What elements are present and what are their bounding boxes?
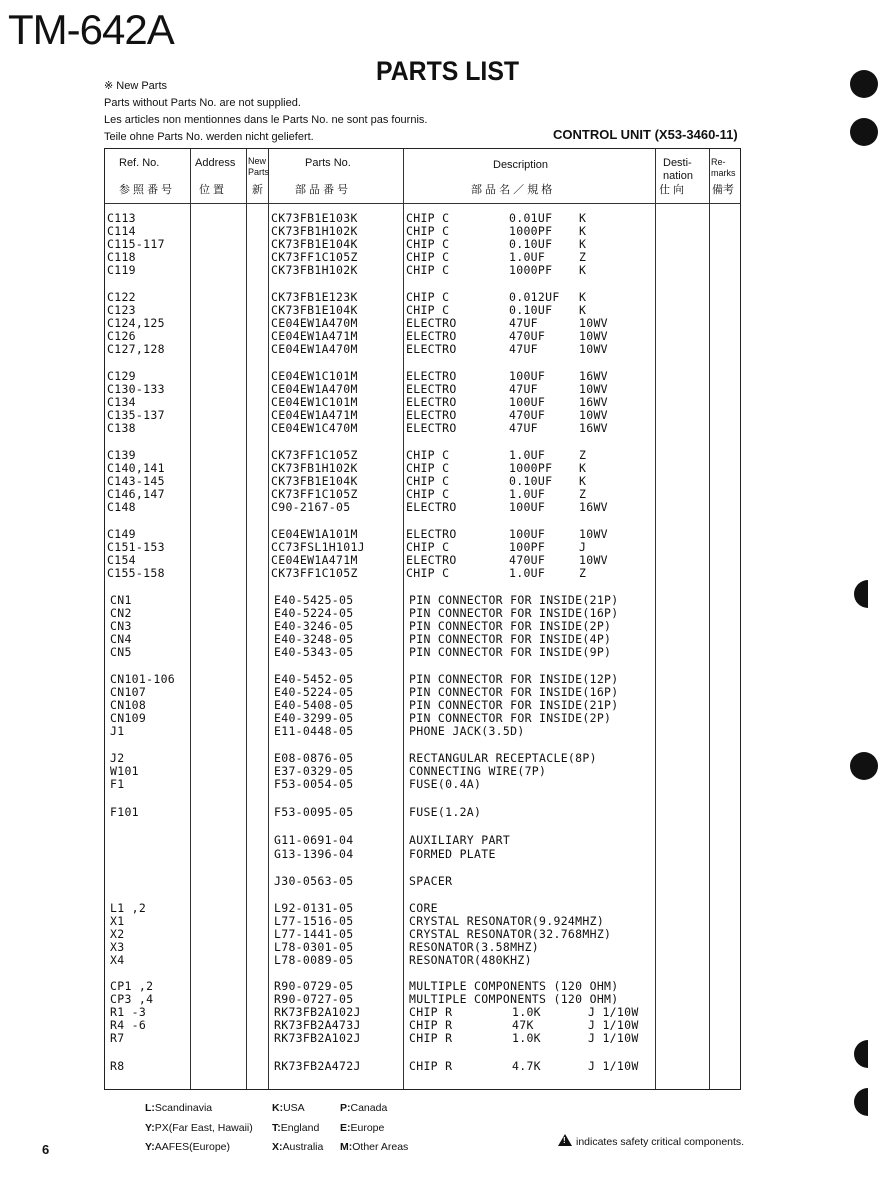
description-spec: J 1/10W — [588, 1059, 639, 1073]
part-no: CK73FB1H102K — [271, 224, 358, 238]
part-no: E40-5343-05 — [274, 645, 354, 659]
page-title: PARTS LIST — [376, 56, 520, 86]
header-parts-no: Parts No. — [305, 157, 351, 169]
ref-no: CN107 — [110, 685, 147, 699]
description: ELECTRO — [406, 382, 457, 396]
description-value: 47UF — [509, 316, 538, 330]
part-no: G13-1396-04 — [274, 847, 354, 861]
description: RECTANGULAR RECEPTACLE(8P) — [409, 751, 597, 765]
ref-no: CN1 — [110, 593, 132, 607]
description: CHIP C — [406, 237, 450, 251]
part-no: E40-5224-05 — [274, 606, 354, 620]
part-no: RK73FB2A102J — [274, 1031, 361, 1045]
binder-hole — [850, 118, 878, 146]
ref-no: C140,141 — [107, 461, 165, 475]
code-label: PX(Far East, Hawaii) — [154, 1122, 253, 1134]
code-letter: Y: — [145, 1141, 155, 1153]
description: ELECTRO — [406, 527, 457, 541]
description: ELECTRO — [406, 408, 457, 422]
safety-note — [558, 1134, 744, 1148]
part-no: CE04EW1A471M — [271, 408, 358, 422]
description-spec: J 1/10W — [588, 1005, 639, 1019]
description: CHIP C — [406, 461, 450, 475]
ref-no: CN5 — [110, 645, 132, 659]
description-value: 0.01UF — [509, 211, 553, 225]
part-no: E40-5452-05 — [274, 672, 354, 686]
ref-no: R8 — [110, 1059, 125, 1073]
description-value: 1.0UF — [509, 487, 546, 501]
description: FUSE(0.4A) — [409, 777, 482, 791]
description: RESONATOR(3.58MHZ) — [409, 940, 540, 954]
ref-no: CN101-106 — [110, 672, 176, 686]
header-description: Description — [493, 159, 549, 171]
code-label: England — [280, 1122, 320, 1134]
description-spec: 10WV — [579, 316, 608, 330]
description: CHIP C — [406, 224, 450, 238]
description: FORMED PLATE — [409, 847, 496, 861]
header-divider — [105, 203, 740, 204]
description: ELECTRO — [406, 395, 457, 409]
description-value: 4.7K — [512, 1059, 541, 1073]
description: CHIP R — [409, 1005, 453, 1019]
ref-no: X2 — [110, 927, 125, 941]
description-spec: 16WV — [579, 369, 608, 383]
description-spec: 10WV — [579, 329, 608, 343]
binder-hole — [854, 1040, 868, 1068]
part-no: CK73FB1E104K — [271, 303, 358, 317]
description-value: 1.0UF — [509, 250, 546, 264]
description: CONNECTING WIRE(7P) — [409, 764, 547, 778]
description-value: 1000PF — [509, 224, 553, 238]
description-value: 1000PF — [509, 461, 553, 475]
ref-no: J1 — [110, 724, 125, 738]
description-spec: K — [579, 224, 587, 238]
part-no: CK73FB1E104K — [271, 474, 358, 488]
ref-no: C139 — [107, 448, 136, 462]
description-spec: K — [579, 237, 587, 251]
description-value: 47UF — [509, 382, 538, 396]
ref-no: C126 — [107, 329, 136, 343]
description-value: 100UF — [509, 527, 546, 541]
part-no: CE04EW1A101M — [271, 527, 358, 541]
description-spec: 10WV — [579, 342, 608, 356]
description-value: 0.10UF — [509, 474, 553, 488]
description: CHIP C — [406, 263, 450, 277]
description-spec: 16WV — [579, 395, 608, 409]
unit-title: CONTROL UNIT (X53-3460-11) — [553, 127, 738, 142]
description: PIN CONNECTOR FOR INSIDE(9P) — [409, 645, 612, 659]
part-no: CK73FF1C105Z — [271, 566, 358, 580]
description-spec: K — [579, 474, 587, 488]
note-fr: Les articles non mentionnes dans le Parts No. ne sont pas fournis. — [104, 114, 428, 126]
ref-no: X4 — [110, 953, 125, 967]
code-label: USA — [283, 1102, 305, 1114]
column-divider — [268, 149, 269, 1089]
header-destination-jp: 仕 向 — [659, 184, 685, 196]
part-no: E40-3246-05 — [274, 619, 354, 633]
safety-note-text: indicates safety critical components. — [576, 1136, 745, 1148]
note-new-parts: ※ New Parts — [104, 80, 168, 92]
description: PHONE JACK(3.5D) — [409, 724, 525, 738]
model-title: TM-642A — [8, 6, 174, 53]
binder-hole — [854, 1088, 868, 1116]
column-divider — [709, 149, 710, 1089]
ref-no: C146,147 — [107, 487, 165, 501]
description-value: 100UF — [509, 395, 546, 409]
part-no: R90-0727-05 — [274, 992, 354, 1006]
part-no: CE04EW1A471M — [271, 329, 358, 343]
header-new-parts: New Parts — [248, 156, 270, 177]
code-label: Australia — [282, 1141, 324, 1153]
part-no: CK73FF1C105Z — [271, 448, 358, 462]
description: FUSE(1.2A) — [409, 805, 482, 819]
column-divider — [190, 149, 191, 1089]
part-no: E37-0329-05 — [274, 764, 354, 778]
warning-icon — [558, 1134, 572, 1146]
description: MULTIPLE COMPONENTS (120 OHM) — [409, 992, 619, 1006]
column-divider — [655, 149, 656, 1089]
description-value: 100UF — [509, 500, 546, 514]
header-description-jp: 部 品 名 ／ 規 格 — [471, 184, 553, 196]
notes — [104, 78, 427, 146]
description: ELECTRO — [406, 342, 457, 356]
description-spec: J 1/10W — [588, 1018, 639, 1032]
description: CHIP R — [409, 1018, 453, 1032]
description: CHIP C — [406, 487, 450, 501]
parts-table — [104, 148, 741, 1090]
description: RESONATOR(480KHZ) — [409, 953, 532, 967]
header-parts-no-jp: 部 品 番 号 — [295, 184, 349, 196]
description: CHIP C — [406, 303, 450, 317]
ref-no: W101 — [110, 764, 139, 778]
part-no: CK73FB1E103K — [271, 211, 358, 225]
description-spec: K — [579, 263, 587, 277]
ref-no: C151-153 — [107, 540, 165, 554]
code-label: Other Areas — [352, 1141, 409, 1153]
ref-no: CN109 — [110, 711, 147, 725]
description-spec: 10WV — [579, 382, 608, 396]
part-no: CC73FSL1H101J — [271, 540, 365, 554]
description-value: 0.10UF — [509, 237, 553, 251]
part-no: R90-0729-05 — [274, 979, 354, 993]
ref-no: C114 — [107, 224, 136, 238]
part-no: CK73FB1E123K — [271, 290, 358, 304]
description: CRYSTAL RESONATOR(9.924MHZ) — [409, 914, 605, 928]
code-letter: L: — [145, 1102, 155, 1114]
part-no: F53-0095-05 — [274, 805, 354, 819]
page-number: 6 — [42, 1142, 50, 1157]
ref-no: C148 — [107, 500, 136, 514]
description-value: 1.0K — [512, 1005, 541, 1019]
code-letter: E: — [340, 1122, 351, 1134]
part-no: CE04EW1A470M — [271, 382, 358, 396]
part-no: CK73FF1C105Z — [271, 250, 358, 264]
code-letter: T: — [272, 1122, 281, 1134]
ref-no: C149 — [107, 527, 136, 541]
destination-code — [145, 1102, 212, 1114]
part-no: E40-5224-05 — [274, 685, 354, 699]
part-no: L92-0131-05 — [274, 901, 354, 915]
description-spec: J 1/10W — [588, 1031, 639, 1045]
part-no: CK73FB1E104K — [271, 237, 358, 251]
ref-no: C113 — [107, 211, 136, 225]
header-address: Address — [195, 157, 236, 169]
part-no: CE04EW1C101M — [271, 395, 358, 409]
part-no: CE04EW1A470M — [271, 316, 358, 330]
description: CHIP C — [406, 290, 450, 304]
destination-code — [272, 1141, 323, 1153]
ref-no: C155-158 — [107, 566, 165, 580]
destination-code — [340, 1141, 408, 1153]
description: CRYSTAL RESONATOR(32.768MHZ) — [409, 927, 612, 941]
description: CHIP C — [406, 448, 450, 462]
ref-no: C154 — [107, 553, 136, 567]
ref-no: CN3 — [110, 619, 132, 633]
destination-code — [340, 1102, 387, 1114]
destination-code — [145, 1122, 253, 1134]
ref-no: R1 -3 — [110, 1005, 147, 1019]
description: CORE — [409, 901, 438, 915]
description-value: 47K — [512, 1018, 534, 1032]
part-no: RK73FB2A102J — [274, 1005, 361, 1019]
description: CHIP R — [409, 1059, 453, 1073]
description: PIN CONNECTOR FOR INSIDE(2P) — [409, 711, 612, 725]
part-no: C90-2167-05 — [271, 500, 351, 514]
description: PIN CONNECTOR FOR INSIDE(21P) — [409, 698, 619, 712]
ref-no: R4 -6 — [110, 1018, 147, 1032]
description-spec: Z — [579, 448, 587, 462]
ref-no: C124,125 — [107, 316, 165, 330]
part-no: E40-5425-05 — [274, 593, 354, 607]
code-label: Canada — [350, 1102, 388, 1114]
description-spec: K — [579, 303, 587, 317]
description-value: 0.012UF — [509, 290, 560, 304]
ref-no: CN108 — [110, 698, 147, 712]
description: AUXILIARY PART — [409, 833, 511, 847]
description-value: 470UF — [509, 408, 546, 422]
description: CHIP C — [406, 540, 450, 554]
ref-no: CP3 ,4 — [110, 992, 154, 1006]
description-value: 100PF — [509, 540, 546, 554]
description: ELECTRO — [406, 553, 457, 567]
description-value: 1.0UF — [509, 448, 546, 462]
header-remarks: Re- marks — [711, 157, 736, 178]
description-value: 0.10UF — [509, 303, 553, 317]
description: PIN CONNECTOR FOR INSIDE(16P) — [409, 685, 619, 699]
description: ELECTRO — [406, 329, 457, 343]
part-no: E40-3248-05 — [274, 632, 354, 646]
description-value: 1000PF — [509, 263, 553, 277]
part-no: RK73FB2A473J — [274, 1018, 361, 1032]
description-value: 100UF — [509, 369, 546, 383]
binder-hole — [850, 752, 878, 780]
description: CHIP C — [406, 566, 450, 580]
description: PIN CONNECTOR FOR INSIDE(12P) — [409, 672, 619, 686]
part-no: F53-0054-05 — [274, 777, 354, 791]
description: PIN CONNECTOR FOR INSIDE(4P) — [409, 632, 612, 646]
code-letter: K: — [272, 1102, 284, 1114]
part-no: CK73FB1H102K — [271, 461, 358, 475]
description-spec: Z — [579, 250, 587, 264]
description: PIN CONNECTOR FOR INSIDE(21P) — [409, 593, 619, 607]
description-spec: 10WV — [579, 408, 608, 422]
destination-code — [145, 1141, 230, 1153]
part-no: CE04EW1C101M — [271, 369, 358, 383]
header-address-jp: 位 置 — [199, 184, 225, 196]
description-spec: 16WV — [579, 421, 608, 435]
description: CHIP C — [406, 211, 450, 225]
part-no: CK73FF1C105Z — [271, 487, 358, 501]
note-en: Parts without Parts No. are not supplied. — [104, 97, 301, 109]
description: ELECTRO — [406, 421, 457, 435]
ref-no: C135-137 — [107, 408, 165, 422]
header-destination: Desti- nation — [663, 157, 693, 182]
code-label: AAFES(Europe) — [154, 1141, 231, 1153]
part-no: L77-1441-05 — [274, 927, 354, 941]
description-value: 470UF — [509, 553, 546, 567]
column-divider — [246, 149, 247, 1089]
description-spec: K — [579, 461, 587, 475]
ref-no: C129 — [107, 369, 136, 383]
ref-no: C115-117 — [107, 237, 165, 251]
part-no: E11-0448-05 — [274, 724, 354, 738]
header-ref-jp: 参 照 番 号 — [119, 184, 173, 196]
destination-code — [272, 1122, 319, 1134]
part-no: E40-5408-05 — [274, 698, 354, 712]
binder-hole — [850, 70, 878, 98]
binder-hole — [854, 580, 868, 608]
part-no: CE04EW1A470M — [271, 342, 358, 356]
part-no: CE04EW1A471M — [271, 553, 358, 567]
part-no: L77-1516-05 — [274, 914, 354, 928]
description: CHIP R — [409, 1031, 453, 1045]
note-de: Teile ohne Parts No. werden nicht geliefert. — [104, 131, 314, 143]
ref-no: CP1 ,2 — [110, 979, 154, 993]
part-no: L78-0089-05 — [274, 953, 354, 967]
ref-no: C130-133 — [107, 382, 165, 396]
description: ELECTRO — [406, 369, 457, 383]
description-spec: Z — [579, 566, 587, 580]
ref-no: C138 — [107, 421, 136, 435]
description-spec: 10WV — [579, 527, 608, 541]
ref-no: C123 — [107, 303, 136, 317]
description: CHIP C — [406, 250, 450, 264]
part-no: E40-3299-05 — [274, 711, 354, 725]
part-no: RK73FB2A472J — [274, 1059, 361, 1073]
column-divider — [403, 149, 404, 1089]
code-label: Europe — [350, 1122, 385, 1134]
part-no: G11-0691-04 — [274, 833, 354, 847]
ref-no: R7 — [110, 1031, 125, 1045]
ref-no: C143-145 — [107, 474, 165, 488]
header-ref: Ref. No. — [119, 157, 160, 169]
ref-no: F101 — [110, 805, 139, 819]
description-spec: K — [579, 290, 587, 304]
description: CHIP C — [406, 474, 450, 488]
code-label: Scandinavia — [154, 1102, 213, 1114]
ref-no: L1 ,2 — [110, 901, 147, 915]
ref-no: X3 — [110, 940, 125, 954]
ref-no: J2 — [110, 751, 125, 765]
ref-no: C122 — [107, 290, 136, 304]
destination-code — [340, 1122, 384, 1134]
header-new-jp: 新 — [252, 184, 263, 196]
description: MULTIPLE COMPONENTS (120 OHM) — [409, 979, 619, 993]
ref-no: C134 — [107, 395, 136, 409]
part-no: E08-0876-05 — [274, 751, 354, 765]
code-letter: M: — [340, 1141, 353, 1153]
description: SPACER — [409, 874, 453, 888]
description: PIN CONNECTOR FOR INSIDE(2P) — [409, 619, 612, 633]
ref-no: X1 — [110, 914, 125, 928]
description: PIN CONNECTOR FOR INSIDE(16P) — [409, 606, 619, 620]
description-value: 470UF — [509, 329, 546, 343]
part-no: CK73FB1H102K — [271, 263, 358, 277]
description-spec: 16WV — [579, 500, 608, 514]
description-spec: Z — [579, 487, 587, 501]
description-spec: K — [579, 211, 587, 225]
description-spec: J — [579, 540, 587, 554]
ref-no: CN4 — [110, 632, 132, 646]
ref-no: C118 — [107, 250, 136, 264]
header-remarks-jp: 備考 — [712, 184, 734, 196]
code-letter: X: — [272, 1141, 283, 1153]
description-value: 1.0UF — [509, 566, 546, 580]
ref-no: C127,128 — [107, 342, 165, 356]
description-value: 47UF — [509, 342, 538, 356]
description-value: 1.0K — [512, 1031, 541, 1045]
code-letter: P: — [340, 1102, 351, 1114]
description: ELECTRO — [406, 316, 457, 330]
ref-no: C119 — [107, 263, 136, 277]
ref-no: F1 — [110, 777, 125, 791]
part-no: J30-0563-05 — [274, 874, 354, 888]
part-no: CE04EW1C470M — [271, 421, 358, 435]
description-spec: 10WV — [579, 553, 608, 567]
description: ELECTRO — [406, 500, 457, 514]
destination-code — [272, 1102, 305, 1114]
ref-no: CN2 — [110, 606, 132, 620]
description-value: 47UF — [509, 421, 538, 435]
code-letter: Y: — [145, 1122, 155, 1134]
part-no: L78-0301-05 — [274, 940, 354, 954]
